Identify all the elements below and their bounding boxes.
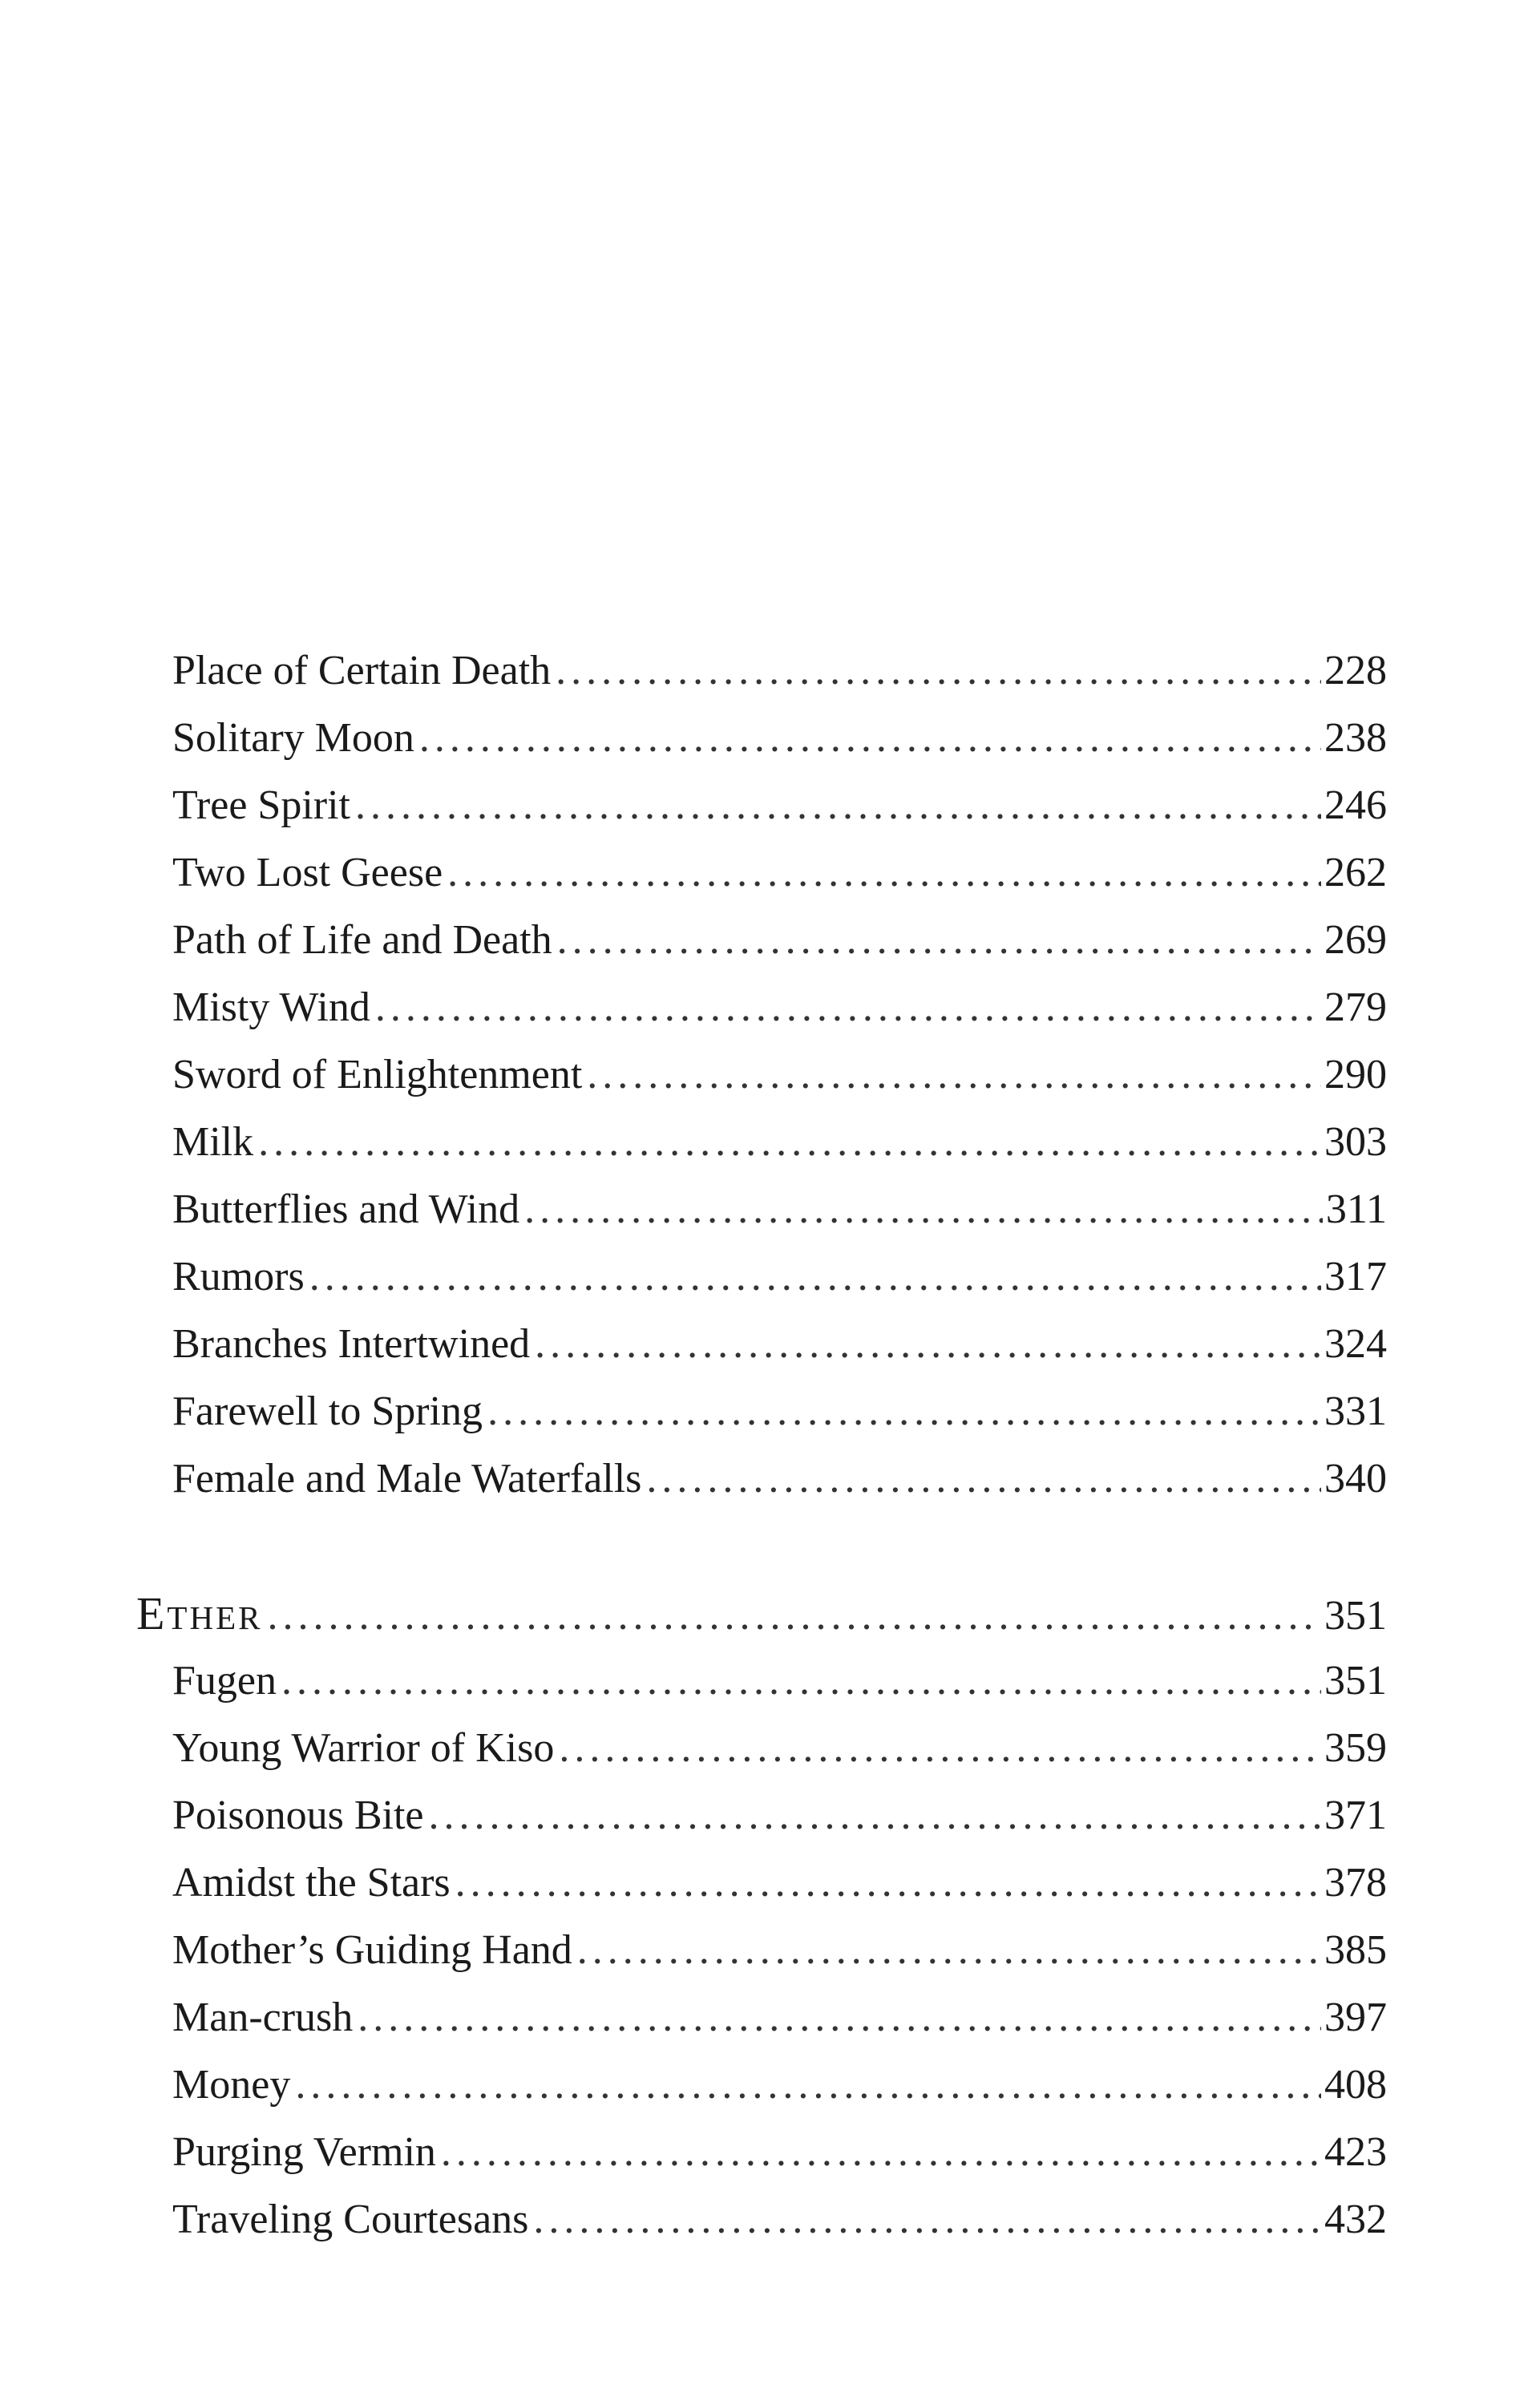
- toc-entry-page: 408: [1324, 2062, 1387, 2108]
- toc-dot-leader: [375, 980, 1321, 1036]
- toc-entry-page: 397: [1324, 1995, 1387, 2040]
- toc-entry: [172, 1855, 1387, 1911]
- toc-section-page: 351: [1324, 1593, 1387, 1639]
- toc-entry: [172, 643, 1387, 699]
- toc-section-title: Ether: [136, 1587, 263, 1639]
- toc-entry: [172, 845, 1387, 901]
- toc-entry-page: 331: [1324, 1388, 1387, 1434]
- toc-entry-title: Money: [172, 2062, 291, 2108]
- toc-entry-title: Farewell to Spring: [172, 1388, 483, 1434]
- toc-entry: [172, 1114, 1387, 1170]
- toc-dot-leader: [267, 1588, 1321, 1644]
- toc-entry-title: Amidst the Stars: [172, 1860, 451, 1906]
- toc-entry-page: 290: [1324, 1052, 1387, 1097]
- toc-dot-leader: [281, 1653, 1321, 1709]
- toc-dot-leader: [295, 2057, 1321, 2113]
- toc-entry-page: 246: [1324, 782, 1387, 828]
- toc-entry-title: Milk: [172, 1119, 254, 1165]
- toc-dot-leader: [419, 710, 1321, 766]
- toc-entry-page: 303: [1324, 1119, 1387, 1165]
- toc-entry-page: 262: [1324, 850, 1387, 895]
- toc-dot-leader: [355, 778, 1321, 834]
- toc-dot-leader: [535, 1316, 1321, 1372]
- toc-entry: [172, 1182, 1387, 1238]
- toc-entry-page: 279: [1324, 984, 1387, 1030]
- toc-entry-title: Traveling Courtesans: [172, 2197, 529, 2242]
- toc-dot-leader: [557, 912, 1321, 968]
- toc-dot-leader: [358, 1990, 1321, 2046]
- toc-dot-leader: [646, 1451, 1321, 1507]
- toc-entry-title: Solitary Moon: [172, 715, 414, 761]
- toc-entry-title: Misty Wind: [172, 984, 370, 1030]
- toc-entry: [172, 710, 1387, 766]
- toc-entry-page: 269: [1324, 917, 1387, 963]
- toc-entry: [172, 778, 1387, 834]
- toc-entry-title: Butterflies and Wind: [172, 1186, 520, 1232]
- toc-entry-title: Place of Certain Death: [172, 648, 552, 693]
- toc-entry: [172, 2192, 1387, 2248]
- toc-entry: [172, 1316, 1387, 1372]
- toc-entry-title: Tree Spirit: [172, 782, 350, 828]
- toc-entry-page: 371: [1324, 1793, 1387, 1838]
- toc-entry-page: 385: [1324, 1927, 1387, 1973]
- toc-entry-page: 423: [1324, 2129, 1387, 2175]
- toc-entry: [172, 1653, 1387, 1709]
- toc-dot-leader: [447, 845, 1321, 901]
- toc-entry-title: Poisonous Bite: [172, 1793, 424, 1838]
- toc-entry: [172, 980, 1387, 1036]
- toc-entry-title: Female and Male Waterfalls: [172, 1456, 642, 1502]
- toc-entry: [172, 1451, 1387, 1507]
- toc-dot-leader: [441, 2124, 1321, 2181]
- toc-entry: [172, 1788, 1387, 1844]
- toc-dot-leader: [524, 1182, 1323, 1238]
- toc-dot-leader: [559, 1720, 1321, 1776]
- toc-entry-page: 311: [1325, 1186, 1387, 1232]
- toc-dot-leader: [487, 1384, 1321, 1440]
- toc-dot-leader: [556, 643, 1321, 699]
- toc-entry-page: 340: [1324, 1456, 1387, 1502]
- toc-entry-title: Mother’s Guiding Hand: [172, 1927, 572, 1973]
- toc-entry-page: 238: [1324, 715, 1387, 761]
- toc-entry-page: 359: [1324, 1725, 1387, 1771]
- toc-entry-title: Young Warrior of Kiso: [172, 1725, 555, 1771]
- toc-dot-leader: [258, 1114, 1321, 1170]
- toc-entry-title: Fugen: [172, 1658, 277, 1704]
- toc-entry-page: 378: [1324, 1860, 1387, 1906]
- toc-entry: [172, 1047, 1387, 1103]
- toc-entry-title: Purging Vermin: [172, 2129, 436, 2175]
- toc-entry: [172, 912, 1387, 968]
- toc-entry-page: 351: [1324, 1658, 1387, 1704]
- toc-dot-leader: [429, 1788, 1322, 1844]
- toc-entry-page: 228: [1324, 648, 1387, 693]
- toc-dot-leader: [577, 1922, 1321, 1979]
- toc-entry-title: Rumors: [172, 1254, 305, 1300]
- toc-entry-title: Branches Intertwined: [172, 1321, 531, 1367]
- toc-entry: [172, 2057, 1387, 2113]
- toc-entry-page: 317: [1324, 1254, 1387, 1300]
- toc-entry: [172, 1922, 1387, 1979]
- toc-entry-title: Two Lost Geese: [172, 850, 443, 895]
- toc-entry-page: 432: [1324, 2197, 1387, 2242]
- toc-entry: [172, 1990, 1387, 2046]
- toc-entry-title: Sword of Enlightenment: [172, 1052, 583, 1097]
- toc-entry-title: Man-crush: [172, 1995, 354, 2040]
- toc-entry-page: 324: [1324, 1321, 1387, 1367]
- toc-entry: [172, 1249, 1387, 1305]
- toc-entry: [172, 2124, 1387, 2181]
- toc-entry: [172, 1384, 1387, 1440]
- toc-section-heading: [136, 1586, 1387, 1642]
- toc-dot-leader: [587, 1047, 1321, 1103]
- toc-dot-leader: [309, 1249, 1321, 1305]
- toc-dot-leader: [455, 1855, 1321, 1911]
- toc-entry: [172, 1720, 1387, 1776]
- toc-dot-leader: [533, 2192, 1321, 2248]
- toc-entry-title: Path of Life and Death: [172, 917, 552, 963]
